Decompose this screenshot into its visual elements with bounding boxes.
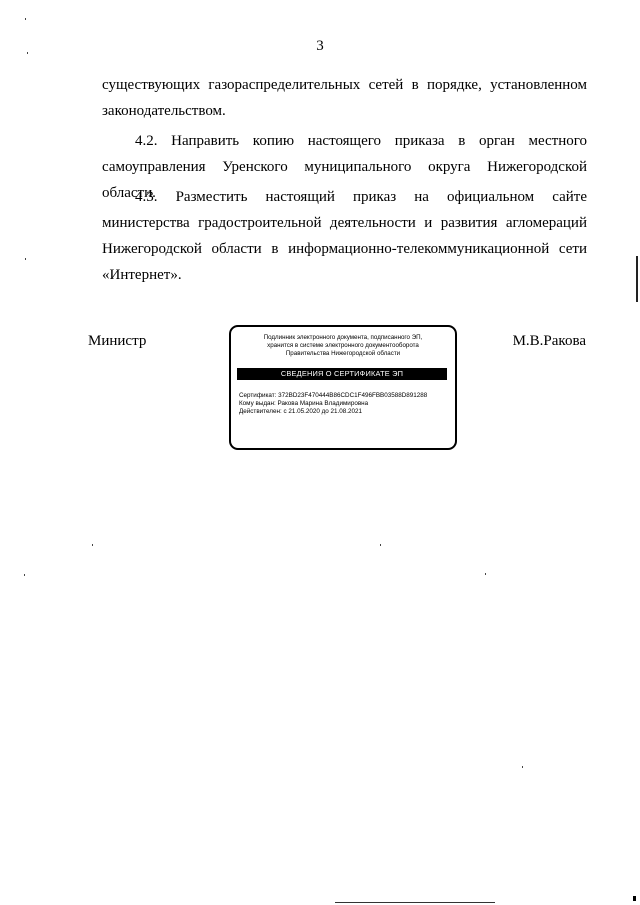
stamp-header-line: Подлинник электронного документа, подписанного ЭП, xyxy=(263,334,423,341)
stamp-header xyxy=(237,334,449,358)
paragraph-4-2: 4.2. Направить копию настоящего приказа в орган местного самоуправления Уренского муниципального округа Нижегородской области. xyxy=(102,133,587,201)
stamp-details xyxy=(239,392,449,417)
scan-speck xyxy=(522,766,523,768)
scan-speck xyxy=(92,544,93,546)
scan-speck xyxy=(25,18,26,20)
scan-speck xyxy=(633,896,636,901)
stamp-certificate-bar: СВЕДЕНИЯ О СЕРТИФИКАТЕ ЭП xyxy=(237,368,447,380)
electronic-signature-stamp xyxy=(229,325,457,450)
stamp-header-line: хранится в системе электронного документооборота xyxy=(267,342,419,349)
certificate-validity: Действителен: с 21.05.2020 до 21.08.2021 xyxy=(239,408,363,416)
certificate-number: Сертификат: 372BD23F470444B86CDC1F496FBB03588D891288 xyxy=(239,392,428,399)
certificate-owner: Кому выдан: Ракова Марина Владимировна xyxy=(239,400,369,408)
scan-bottom-line xyxy=(335,902,495,903)
paragraph-4-3: 4.3. Разместить настоящий приказ на официальном сайте министерства градостроительной деятельности и развития агломераций Нижегородской области в информационно-телекоммуникационной сети «Интернет». xyxy=(102,189,587,283)
scan-edge-line xyxy=(636,256,638,302)
signer-name: М.В.Ракова xyxy=(512,333,586,349)
scan-speck xyxy=(380,544,381,546)
scan-speck xyxy=(25,258,26,260)
scan-speck xyxy=(27,52,28,54)
stamp-header-line: Правительства Нижегородской области xyxy=(285,350,401,357)
scan-speck xyxy=(485,573,486,575)
page-number: 3 xyxy=(316,38,324,54)
scan-speck xyxy=(24,574,25,576)
signer-title: Министр xyxy=(88,333,147,349)
paragraph-continuation: существующих газораспределительных сетей в порядке, установленном законодательством. xyxy=(102,77,587,119)
